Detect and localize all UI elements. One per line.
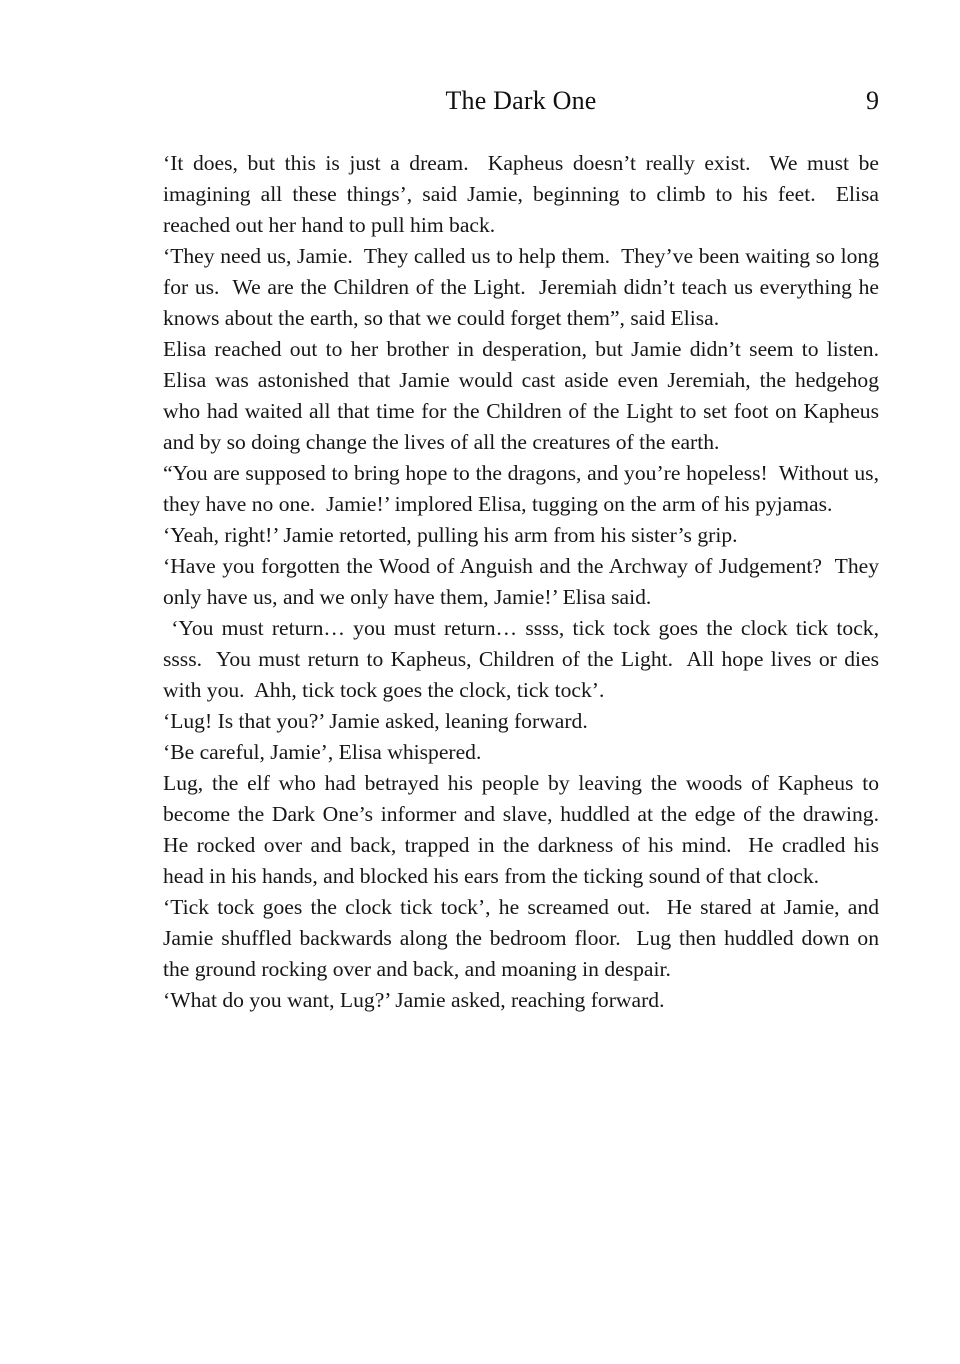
book-page xyxy=(163,84,890,1016)
paragraph: ‘What do you want, Lug?’ Jamie asked, reaching forward. xyxy=(163,988,665,1012)
body-text xyxy=(163,148,890,1016)
paragraph: ‘It does, but this is just a dream. Kapheus doesn’t really exist. We must be imagining all these things’, said Jamie, beginning to climb to his feet. Elisa reached out her hand to pull him back. xyxy=(163,151,885,237)
running-title: The Dark One xyxy=(445,86,597,115)
page-header xyxy=(163,84,879,120)
paragraph: ‘They need us, Jamie. They called us to help them. They’ve been waiting so long for us. We are the Children of the Light. Jeremiah didn’t teach us everything he knows about the earth, so that we could forget them”, said Elisa. xyxy=(163,244,885,330)
paragraph: Lug, the elf who had betrayed his people by leaving the woods of Kapheus to become the Dark One’s informer and slave, huddled at the edge of the drawing. He rocked over and back, trapped in the darkness of his mind. He cradled his head in his hands, and blocked his ears from the ticking sound of that clock. xyxy=(163,771,890,888)
paragraph: ‘Tick tock goes the clock tick tock’, he screamed out. He stared at Jamie, and Jamie shuffled backwards along the bedroom floor. Lug then huddled down on the ground rocking over and back, and moaning in despair. xyxy=(163,895,885,981)
paragraph: ‘You must return… you must return… ssss, tick tock goes the clock tick tock, ssss. You must return to Kapheus, Children of the Light. All hope lives or dies with you. Ahh, tick tock goes the clock, tick tock’. xyxy=(163,616,885,702)
paragraph: ‘Yeah, right!’ Jamie retorted, pulling his arm from his sister’s grip. xyxy=(163,523,738,547)
paragraph: ‘Be careful, Jamie’, Elisa whispered. xyxy=(163,740,482,764)
paragraph: “You are supposed to bring hope to the dragons, and you’re hopeless! Without us, they have no one. Jamie!’ implored Elisa, tugging on the arm of his pyjamas. xyxy=(163,461,885,516)
page-number: 9 xyxy=(866,86,879,115)
paragraph: ‘Have you forgotten the Wood of Anguish and the Archway of Judgement? They only have us, and we only have them, Jamie!’ Elisa said. xyxy=(163,554,885,609)
paragraph: ‘Lug! Is that you?’ Jamie asked, leaning forward. xyxy=(163,709,588,733)
paragraph: Elisa reached out to her brother in desperation, but Jamie didn’t seem to listen. Elisa was astonished that Jamie would cast aside even Jeremiah, the hedgehog who had waited all that time for the Children of the Light to set foot on Kapheus and by so doing change the lives of all the creatures of the earth. xyxy=(163,337,890,454)
